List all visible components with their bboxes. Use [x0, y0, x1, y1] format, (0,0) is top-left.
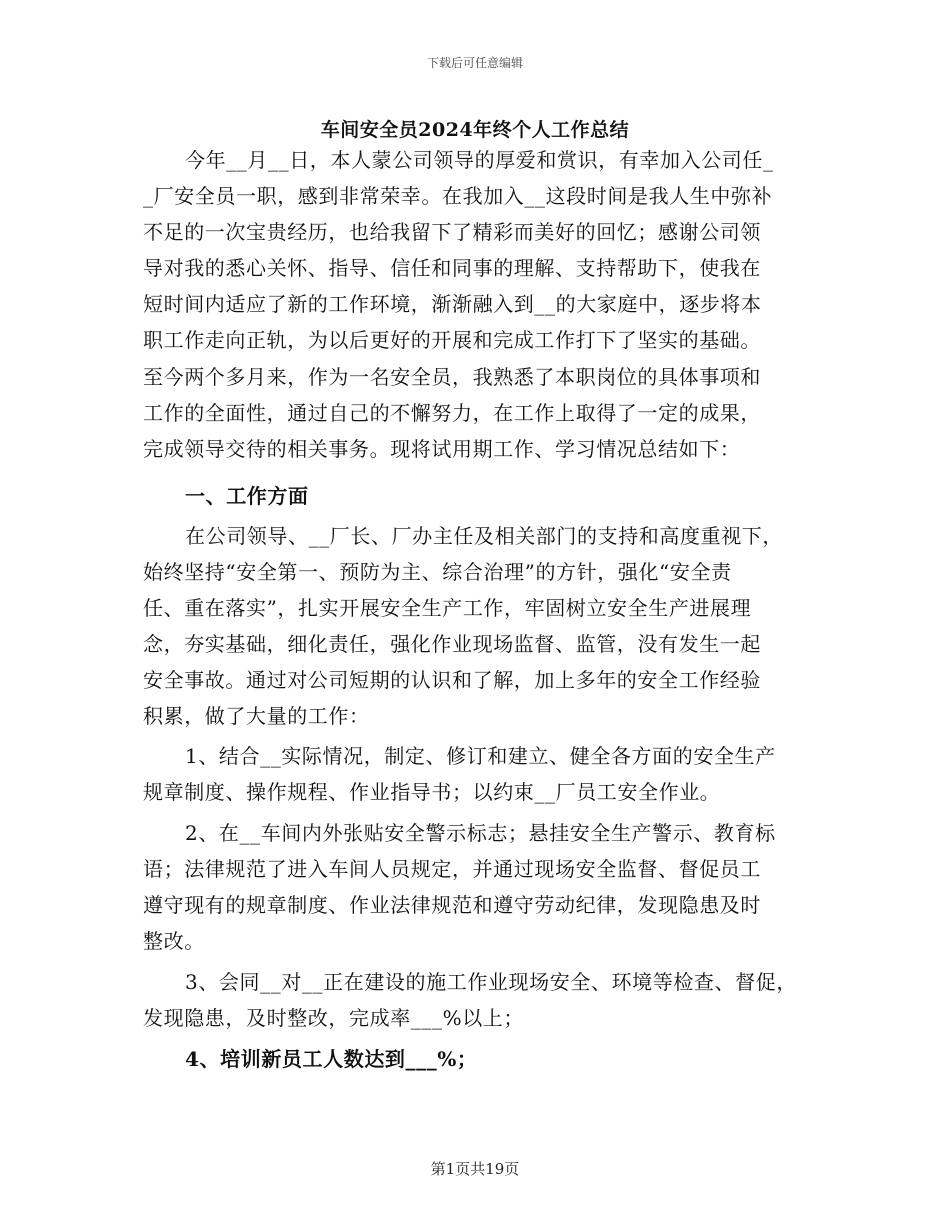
list-item-line-bold: 4、培训新员工人数达到___%；	[185, 1047, 478, 1071]
list-item-line: 整改。	[143, 929, 205, 953]
paragraph-line: 短时间内适应了新的工作环境，渐渐融入到__的大家庭中，逐步将本	[143, 292, 762, 316]
paragraph-line: 今年__月__日，本人蒙公司领导的厚爱和赏识，有幸加入公司任_	[185, 148, 774, 172]
document-title: 车间安全员2024年终个人工作总结	[320, 119, 630, 141]
section-heading: 一、工作方面	[185, 484, 309, 508]
list-item-line: 1、结合__实际情况，制定、修订和建立、健全各方面的安全生产	[185, 744, 776, 768]
paragraph-line: _厂安全员一职，感到非常荣幸。在我加入__这段时间是我人生中弥补	[143, 184, 773, 208]
paragraph-line: 始终坚持“安全第一、预防为主、综合治理”的方针，强化“安全责	[143, 560, 732, 584]
page-number: 第1页共19页	[430, 1160, 520, 1178]
list-item-line: 遵守现有的规章制度、作业法律规范和遵守劳动纪律，发现隐患及时	[143, 893, 761, 917]
paragraph-line: 积累，做了大量的工作：	[143, 704, 370, 728]
paragraph-line: 工作的全面性，通过自己的不懈努力，在工作上取得了一定的成果，	[143, 401, 761, 425]
paragraph-line: 在公司领导、__厂长、厂办主任及相关部门的支持和高度重视下，	[185, 524, 783, 548]
paragraph-line: 职工作走向正轨，为以后更好的开展和完成工作打下了坚实的基础。	[143, 328, 761, 352]
paragraph-line: 不足的一次宝贵经历，也给我留下了精彩而美好的回忆；感谢公司领	[143, 220, 761, 244]
list-item-line: 3、会同__对__正在建设的施工作业现场安全、环境等检查、督促，	[185, 970, 797, 994]
list-item-line: 2、在__车间内外张贴安全警示标志；悬挂安全生产警示、教育标	[185, 821, 776, 845]
list-item-line: 语；法律规范了进入车间人员规定，并通过现场安全监督、督促员工	[143, 857, 761, 881]
list-item-line: 规章制度、操作规程、作业指导书；以约束__厂员工安全作业。	[143, 780, 721, 804]
list-item-line: 发现隐患，及时整改，完成率___%以上；	[143, 1006, 525, 1030]
paragraph-line: 任、重在落实”，扎实开展安全生产工作，牢固树立安全生产进展理	[143, 596, 752, 620]
paragraph-line: 至今两个多月来，作为一名安全员，我熟悉了本职岗位的具体事项和	[143, 365, 761, 389]
header-note: 下载后可任意编辑	[426, 56, 523, 70]
paragraph-line: 完成领导交待的相关事务。现将试用期工作、学习情况总结如下：	[143, 437, 741, 461]
paragraph-line: 念，夯实基础，细化责任，强化作业现场监督、监管，没有发生一起	[143, 632, 761, 656]
paragraph-line: 导对我的悉心关怀、指导、信任和同事的理解、支持帮助下，使我在	[143, 256, 761, 280]
paragraph-line: 安全事故。通过对公司短期的认识和了解，加上多年的安全工作经验	[143, 668, 761, 692]
